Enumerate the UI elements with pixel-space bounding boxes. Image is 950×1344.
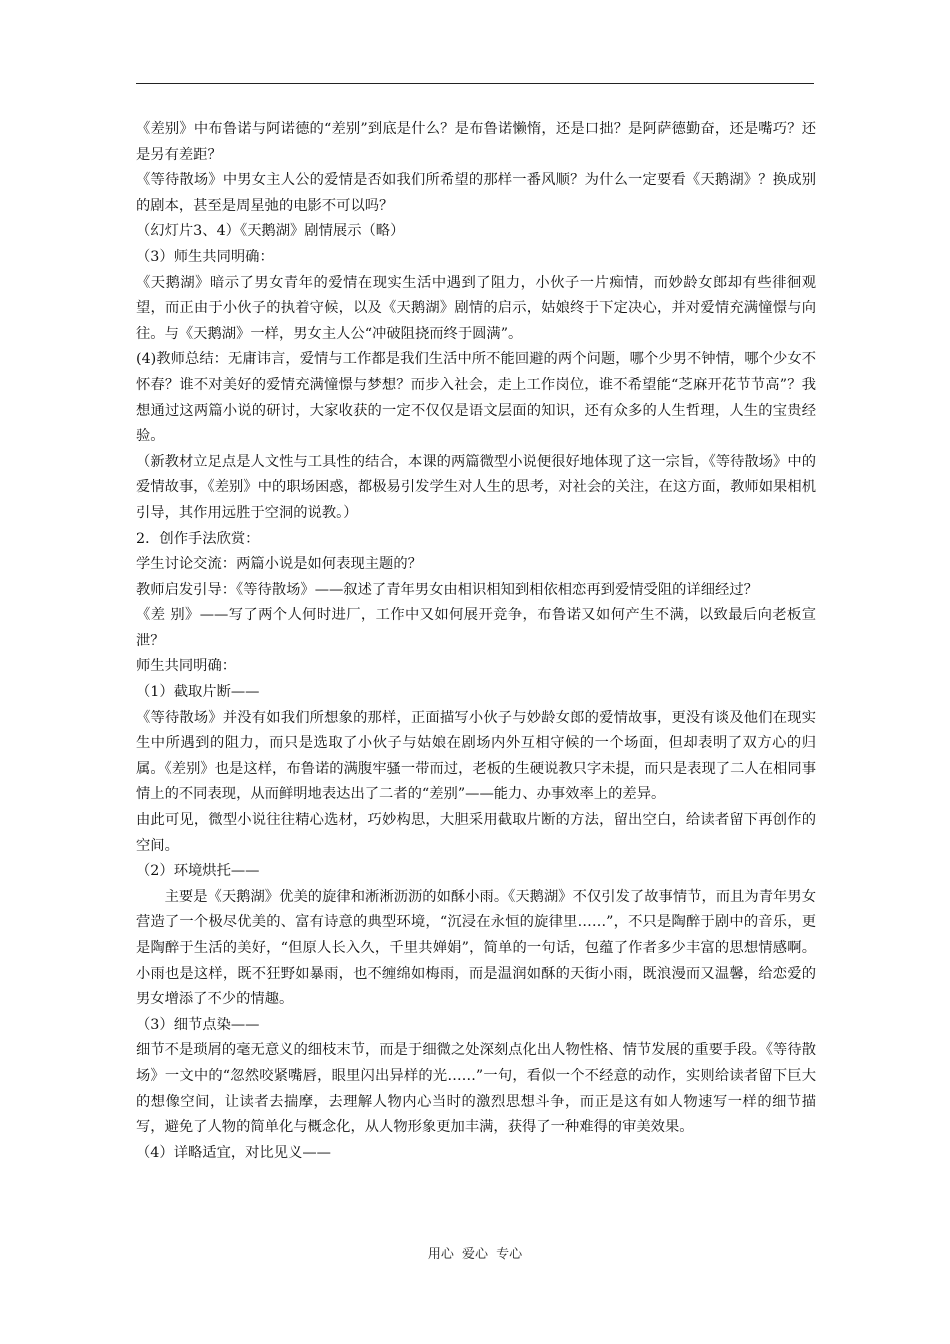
- subsection-heading: （2）环境烘托——: [136, 863, 260, 880]
- paragraph: （幻灯片3、4）《天鹅湖》剧情展示（略）: [136, 223, 405, 240]
- paragraph: 细节不是琐屑的毫无意义的细枝末节，而是于细微之处深刻点化出人物性格、情节发展的重要手段。《等待散场》一文中的“忽然咬紧嘴唇，眼里闪出异样的光……”一句，看似一个不经意的动作，实则给读者留下巨大的想像空间，让读者去揣摩，去理解人物内心当时的激烈思想斗争，而正是这有如人物速写一样的细节描写，避免了人物的简单化与概念化，从人物形象更加丰满，获得了一种难得的审美效果。: [136, 1042, 816, 1136]
- paragraph: （3）师生共同明确：: [136, 248, 274, 265]
- page-footer: 用心 爱心 专心: [427, 1247, 523, 1262]
- paragraph: 学生讨论交流：两篇小说是如何表现主题的？: [136, 556, 422, 573]
- paragraph: 《天鹅湖》暗示了男女青年的爱情在现实生活中遇到了阻力，小伙子一片痴情，而妙龄女郎却有些徘徊观望，而正由于小伙子的执着守候，以及《天鹅湖》剧情的启示，姑娘终于下定决心，并对爱情充满憧憬与向往。与《天鹅湖》一样，男女主人公“冲破阻挠而终于圆满”。: [136, 274, 816, 342]
- header-rule: [136, 83, 814, 84]
- subsection-heading: （3）细节点染——: [136, 1016, 260, 1033]
- subsection-heading: （1）截取片断——: [136, 684, 260, 701]
- paragraph: (4)教师总结：无庸讳言，爱情与工作都是我们生活中所不能回避的两个问题，哪个少男不钟情，哪个少女不怀春？谁不对美好的爱情充满憧憬与梦想？而步入社会，走上工作岗位，谁不希望能“芝麻开花节节高”？我想通过这两篇小说的研讨，大家收获的一定不仅仅是语文层面的知识，还有众多的人生哲理，人生的宝贵经验。: [136, 351, 816, 445]
- paragraph: 《差 别》——写了两个人何时进厂，工作中又如何展开竞争，布鲁诺又如何产生不满，以致最后向老板宣泄？: [136, 607, 816, 649]
- paragraph: 主要是《天鹅湖》优美的旋律和淅淅沥沥的如酥小雨。《天鹅湖》不仅引发了故事情节，而且为青年男女营造了一个极尽优美的、富有诗意的典型环境，“沉浸在永恒的旋律里……”，不只是陶醉于剧中的音乐，更是陶醉于生活的美好，“但原人长入久，千里共婵娟”，简单的一句话，包蕴了作者多少丰富的思想情感啊。小雨也是这样，既不狂野如暴雨，也不缠绵如梅雨，而是温润如酥的天街小雨，既浪漫而又温馨，给恋爱的男女增添了不少的情趣。: [136, 888, 816, 1008]
- paragraph: （新教材立足点是人文性与工具性的结合，本课的两篇微型小说便很好地体现了这一宗旨，《等待散场》中的爱情故事，《差别》中的职场困惑，都极易引发学生对人生的思考，对社会的关注，在这方面，教师如果相机引导，其作用远胜于空洞的说教。）: [136, 453, 816, 521]
- paragraph: 教师启发引导：《等待散场》——叙述了青年男女由相识相知到相依相恋再到爱情受阻的详细经过？: [136, 581, 758, 598]
- paragraph: 由此可见，微型小说往往精心选材，巧妙构思，大胆采用截取片断的方法，留出空白，给读者留下再创作的空间。: [136, 812, 816, 854]
- paragraph: 《等待散场》中男女主人公的爱情是否如我们所希望的那样一番风顺？为什么一定要看《天鹅湖》？换成别的剧本，甚至是周星弛的电影不可以吗？: [136, 172, 816, 214]
- paragraph: 师生共同明确：: [136, 658, 237, 675]
- paragraph: 《差别》中布鲁诺与阿诺德的“差别”到底是什么？是布鲁诺懒惰，还是口拙？是阿萨德勤奋，还是嘴巧？还是另有差距？: [136, 121, 816, 163]
- section-heading: 2．创作手法欣赏：: [136, 530, 260, 547]
- document-body: [136, 117, 816, 1166]
- subsection-heading: （4）详略适宜，对比见义——: [136, 1144, 331, 1161]
- paragraph: 《等待散场》并没有如我们所想象的那样，正面描写小伙子与妙龄女郎的爱情故事，更没有谈及他们在现实生中所遇到的阻力，而只是选取了小伙子与姑娘在剧场内外互相守候的一个场面，但却表明了双方心的归属。《差别》也是这样，布鲁诺的满腹牢骚一带而过，老板的生硬说教只字未提，而只是表现了二人在相同事情上的不同表现，从而鲜明地表达出了二者的“差别”——能力、办事效率上的差异。: [136, 709, 816, 803]
